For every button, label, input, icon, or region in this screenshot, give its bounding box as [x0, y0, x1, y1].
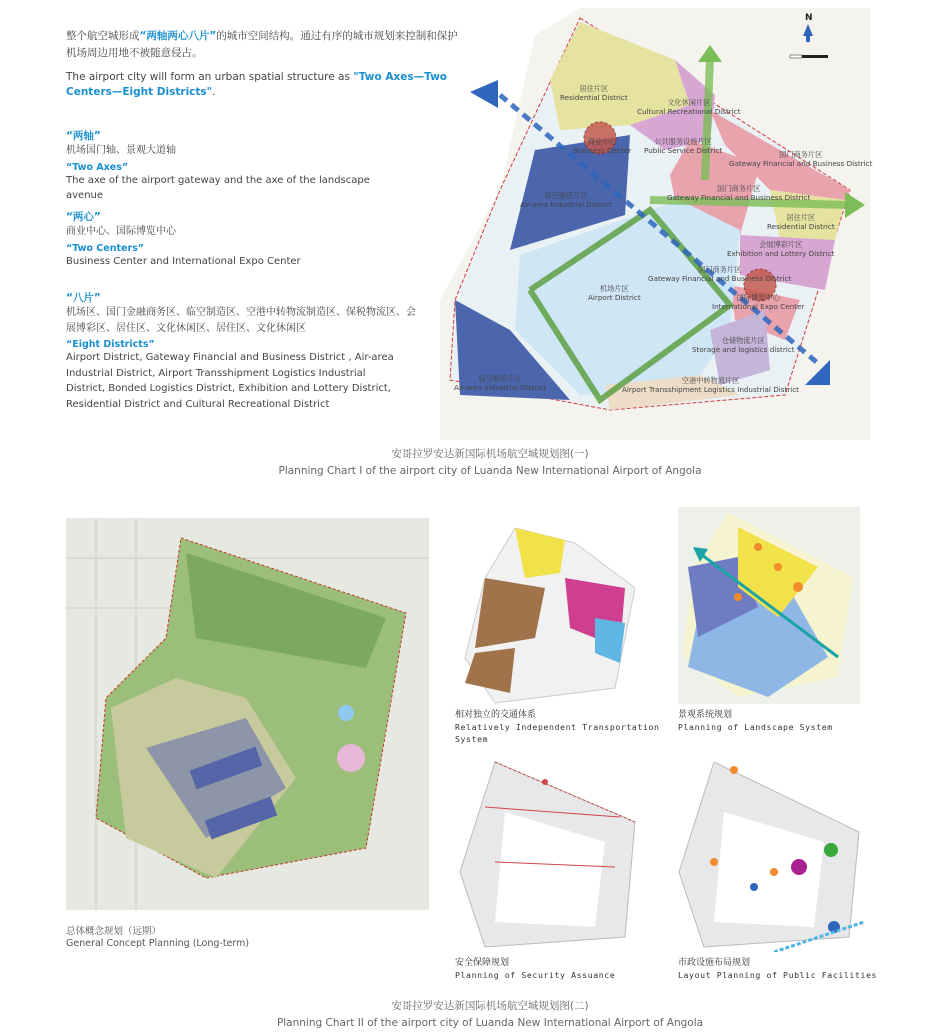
- zone-label: 仓储物流片区 Storage and logistics district: [692, 336, 795, 354]
- section-two-centers: [66, 209, 406, 269]
- zone-label: 居住片区 Residential District: [560, 84, 628, 102]
- section-two-axes: [66, 128, 406, 204]
- caption-zh: 安哥拉罗安达新国际机场航空城规划图(一): [391, 448, 589, 460]
- section-body-zh: 商业中心、国际博览中心: [66, 226, 176, 237]
- thumb-caption-zh: 安全保障规划: [455, 958, 510, 968]
- intro-zh-highlight: “两轴两心八片”: [139, 30, 217, 42]
- section-title-en: “Eight Districts”: [66, 339, 155, 350]
- thumb-caption-en: Layout Planning of Public Facilities: [678, 970, 878, 980]
- section-title-zh: “八片”: [66, 292, 101, 304]
- zone-label: 居住片区 Residential District: [767, 213, 835, 231]
- concept-caption-zh: 总体概念规划（远期）: [66, 926, 162, 937]
- zone-label: 临空制造片区 Air-area Industrial District: [454, 374, 547, 392]
- zone-label: 国门商务片区 Gateway Financial and Business District: [729, 150, 873, 168]
- caption-zh: 安哥拉罗安达新国际机场航空城规划图(二): [391, 1000, 589, 1012]
- zone-label: 会展博彩片区 Exhibition and Lottery District: [727, 240, 835, 258]
- zone-label: 公共服务设施片区 Public Service District: [644, 137, 723, 155]
- section-body-zh: 机场国门轴、景观大道轴: [66, 145, 176, 156]
- thumb-caption-en: Planning of Landscape System: [678, 722, 833, 732]
- thumb-caption-en: Relatively Independent Transportation System: [455, 722, 660, 744]
- caption-en: Planning Chart II of the airport city of Luanda New International Airport of Angola: [276, 1017, 704, 1029]
- concept-caption-en: General Concept Planning (Long-term): [66, 938, 250, 949]
- section-body-zh: 机场区、国门金融商务区、临空制造区、空港中转物流制造区、保税物流区、会展博彩区、居住区、文化休闲区、居住区、文化休闲区: [66, 307, 416, 334]
- intro-zh-pre: 整个航空城形成: [66, 30, 140, 42]
- thumb-caption-en: Planning of Security Assuance: [455, 970, 616, 980]
- intro-en-highlight: "Two Axes—Two Centers—Eight Districts": [66, 71, 448, 98]
- concept-caption: [66, 926, 366, 950]
- section-body-en: Airport District, Gateway Financial and Business District , Air-area Industrial District, Airport Transshipment Logistics Industrial District, Bonded Logistics District, Exhibition and Lottery District, Residential District and Cultural Recreational District: [66, 352, 394, 410]
- section-title-en: “Two Centers”: [66, 242, 145, 254]
- zone-label: 机场片区 Airport District: [588, 284, 641, 302]
- public-facilities-caption: [678, 957, 878, 981]
- section-title-zh: “两轴”: [66, 130, 101, 142]
- landscape-caption: [678, 709, 878, 733]
- intro-en-post: .: [212, 86, 216, 98]
- zone-label: 临空制造片区 Air-area Industrial District: [520, 191, 613, 209]
- section-title-en: “Two Axes”: [66, 161, 129, 173]
- zone-label: 国际博览中心 International Expo Center: [712, 293, 805, 311]
- security-planning-map: [455, 752, 645, 952]
- zone-label: 商业中心 Business Center: [573, 137, 632, 155]
- zone-label: 国门商务片区 Gateway Financial and Business District: [667, 184, 811, 202]
- concept-plan-graphic: [66, 518, 429, 910]
- intro-english: [66, 70, 456, 100]
- transport-caption: [455, 709, 665, 745]
- caption-chart-one: [260, 446, 720, 480]
- caption-en: Planning Chart I of the airport city of Luanda New International Airport of Angola: [278, 465, 702, 477]
- thumb-caption-zh: 相对独立的交通体系: [455, 710, 537, 720]
- zone-label: 国门商务片区 Gateway Financial and Business District: [648, 265, 792, 283]
- concept-plan-image: [66, 518, 429, 910]
- security-caption: [455, 957, 665, 981]
- transport-system-map: [455, 518, 645, 708]
- section-title-zh: “两心”: [66, 211, 101, 223]
- intro-en-pre: The airport city will form an urban spatial structure as: [66, 71, 354, 83]
- section-body-en: The axe of the airport gateway and the axe of the landscape avenue: [66, 174, 370, 201]
- zone-label: 空港中转物流片区 Airport Transshipment Logistics Industrial District: [622, 376, 800, 394]
- intro-chinese: [66, 28, 466, 62]
- section-body-en: Business Center and International Expo Center: [66, 255, 301, 267]
- section-eight-districts: [66, 290, 416, 412]
- intro-zh-post: 的城市空间结构。通过有序的城市规划来控制和保护机场周边用地不被随意侵占。: [66, 30, 458, 59]
- zone-label: 文化休闲片区 Cultural Recreational District: [637, 98, 741, 116]
- thumb-caption-zh: 景观系统规划: [678, 710, 733, 720]
- svg-text:N: N: [805, 13, 813, 23]
- thumb-caption-zh: 市政设施布局规划: [678, 958, 751, 968]
- public-facilities-map: [674, 752, 864, 952]
- caption-chart-two: [260, 998, 720, 1032]
- landscape-system-map: [678, 507, 860, 704]
